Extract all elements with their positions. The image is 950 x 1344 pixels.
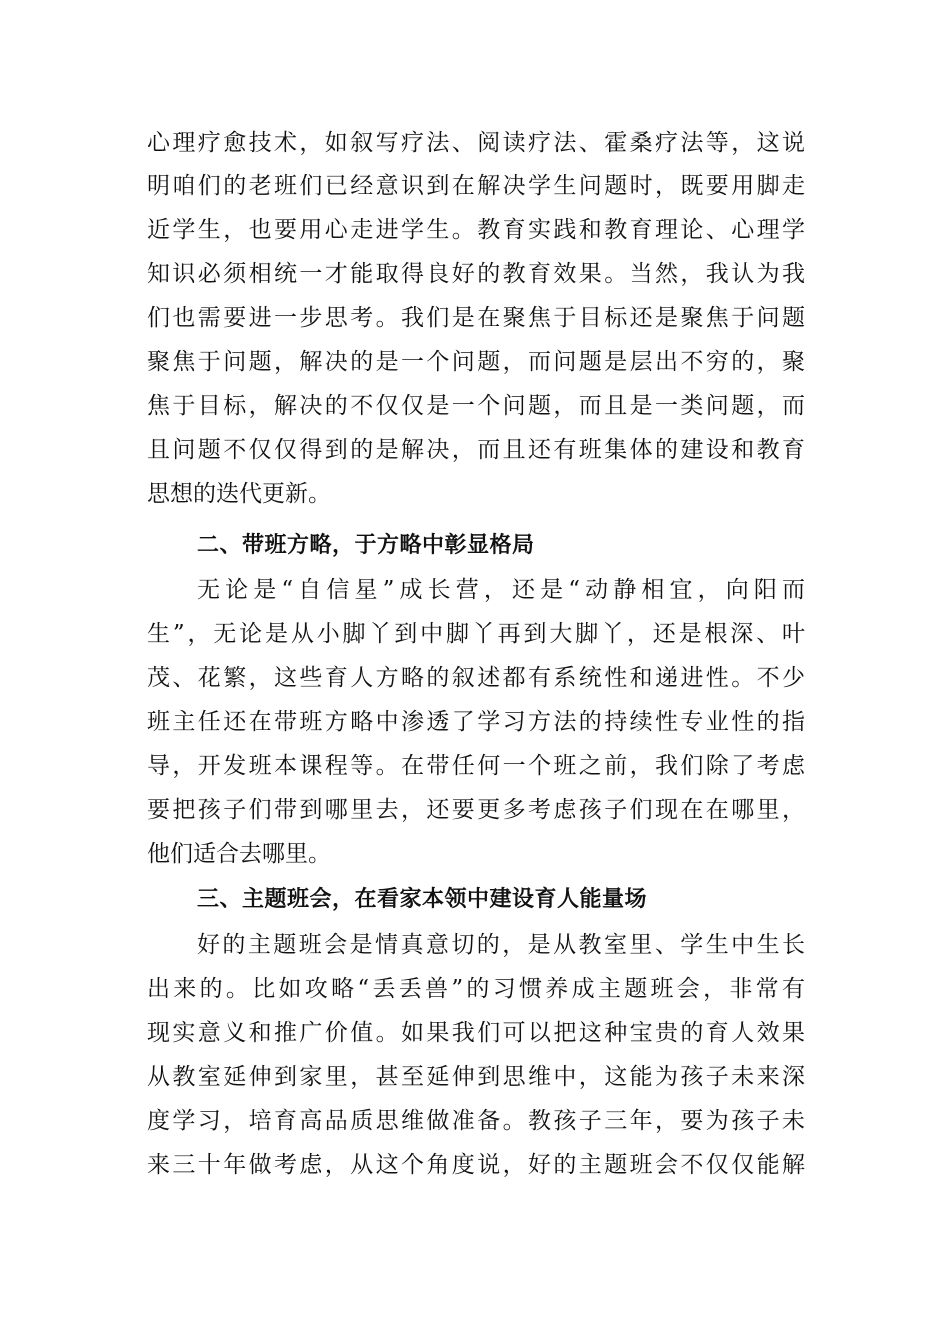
text-line: 焦于目标，解决的不仅仅是一个问题，而且是一类问题，而 [147, 393, 805, 419]
text-line: 且问题不仅仅得到的是解决，而且还有班集体的建设和教育 [147, 437, 805, 463]
text-line: 好的主题班会是情真意切的，是从教室里、学生中生长 [197, 932, 805, 958]
text-line: 近学生，也要用心走进学生。教育实践和教育理论、心理学 [147, 217, 805, 243]
text-line: 现实意义和推广价值。如果我们可以把这种宝贵的育人效果 [147, 1020, 805, 1046]
text-line: 出来的。比如攻略“丢丢兽”的习惯养成主题班会，非常有 [147, 976, 805, 1002]
text-line: 生”，无论是从小脚丫到中脚丫再到大脚丫，还是根深、叶 [147, 621, 805, 647]
text-line: 思想的迭代更新。 [147, 481, 331, 507]
text-line: 无论是“自信星”成长营，还是“动静相宜，向阳而 [197, 577, 805, 603]
text-line: 来三十年做考虑，从这个角度说，好的主题班会不仅仅能解 [147, 1152, 805, 1178]
text-line: 茂、花繁，这些育人方略的叙述都有系统性和递进性。不少 [147, 665, 805, 691]
section-heading: 二、带班方略，于方略中彰显格局 [197, 533, 535, 558]
text-line: 们也需要进一步思考。我们是在聚焦于目标还是聚焦于问题 [147, 305, 805, 331]
text-line: 从教室延伸到家里，甚至延伸到思维中，这能为孩子未来深 [147, 1064, 805, 1090]
text-line: 心理疗愈技术，如叙写疗法、阅读疗法、霍桑疗法等，这说 [147, 130, 805, 156]
text-line: 知识必须相统一才能取得良好的教育效果。当然，我认为我 [147, 261, 805, 287]
text-line: 度学习，培育高品质思维做准备。教孩子三年，要为孩子未 [147, 1108, 805, 1134]
section-heading: 三、主题班会，在看家本领中建设育人能量场 [197, 887, 648, 912]
text-line: 要把孩子们带到哪里去，还要更多考虑孩子们现在在哪里， [147, 797, 805, 823]
text-line: 班主任还在带班方略中渗透了学习方法的持续性专业性的指 [147, 709, 805, 735]
text-line: 明咱们的老班们已经意识到在解决学生问题时，既要用脚走 [147, 173, 805, 199]
text-line: 导，开发班本课程等。在带任何一个班之前，我们除了考虑 [147, 753, 805, 779]
text-line: 聚焦于问题，解决的是一个问题，而问题是层出不穷的，聚 [147, 349, 805, 375]
text-line: 他们适合去哪里。 [147, 841, 331, 867]
